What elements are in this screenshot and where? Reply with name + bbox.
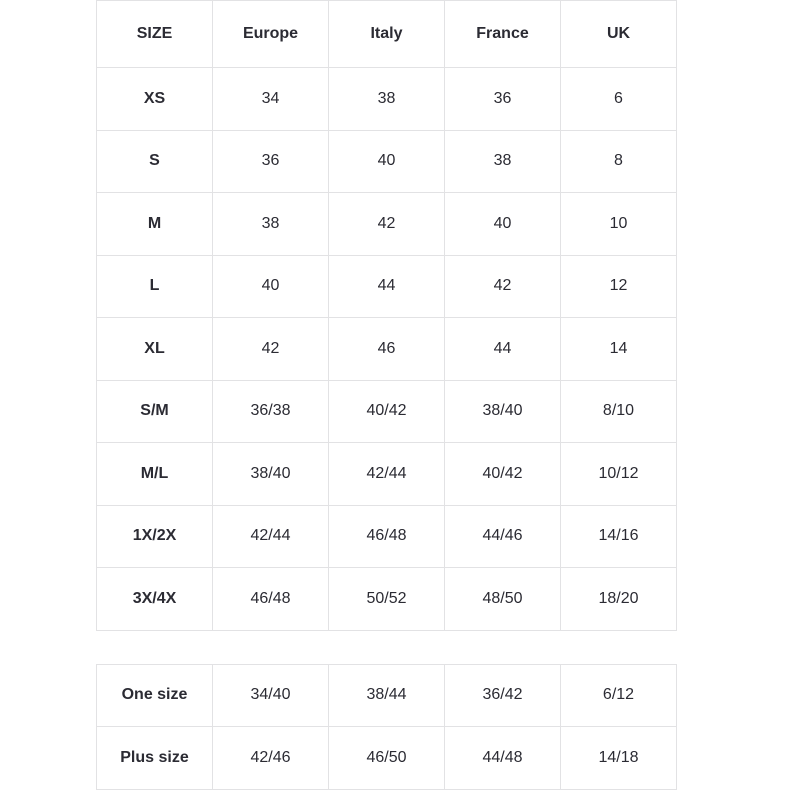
cell-uk: 14/16 bbox=[561, 505, 677, 568]
cell-italy: 42 bbox=[329, 193, 445, 256]
row-label: XL bbox=[97, 318, 213, 381]
cell-france: 44 bbox=[445, 318, 561, 381]
cell-europe: 40 bbox=[213, 255, 329, 318]
cell-italy: 50/52 bbox=[329, 568, 445, 631]
cell-france: 44/48 bbox=[445, 727, 561, 790]
cell-europe: 34/40 bbox=[213, 664, 329, 727]
cell-france: 40 bbox=[445, 193, 561, 256]
cell-europe: 38/40 bbox=[213, 443, 329, 506]
table-row bbox=[97, 505, 677, 568]
cell-france: 40/42 bbox=[445, 443, 561, 506]
cell-europe: 38 bbox=[213, 193, 329, 256]
table-row bbox=[97, 568, 677, 631]
cell-france: 48/50 bbox=[445, 568, 561, 631]
column-header-france: France bbox=[445, 1, 561, 68]
cell-uk: 6 bbox=[561, 68, 677, 131]
row-label: L bbox=[97, 255, 213, 318]
table-header bbox=[97, 1, 677, 68]
table-row bbox=[97, 68, 677, 131]
size-conversion-table bbox=[96, 0, 677, 631]
table-row bbox=[97, 318, 677, 381]
cell-france: 38/40 bbox=[445, 380, 561, 443]
cell-uk: 14 bbox=[561, 318, 677, 381]
cell-france: 36 bbox=[445, 68, 561, 131]
cell-italy: 44 bbox=[329, 255, 445, 318]
table-gap bbox=[0, 631, 800, 664]
row-label: M bbox=[97, 193, 213, 256]
cell-europe: 34 bbox=[213, 68, 329, 131]
row-label: 3X/4X bbox=[97, 568, 213, 631]
cell-italy: 46 bbox=[329, 318, 445, 381]
row-label: S/M bbox=[97, 380, 213, 443]
table-row bbox=[97, 380, 677, 443]
cell-italy: 46/50 bbox=[329, 727, 445, 790]
row-label: S bbox=[97, 130, 213, 193]
cell-france: 38 bbox=[445, 130, 561, 193]
cell-uk: 18/20 bbox=[561, 568, 677, 631]
table-row bbox=[97, 130, 677, 193]
column-header-size: SIZE bbox=[97, 1, 213, 68]
cell-uk: 8 bbox=[561, 130, 677, 193]
one-size-table bbox=[96, 664, 677, 790]
cell-uk: 14/18 bbox=[561, 727, 677, 790]
cell-uk: 8/10 bbox=[561, 380, 677, 443]
cell-italy: 42/44 bbox=[329, 443, 445, 506]
cell-italy: 46/48 bbox=[329, 505, 445, 568]
cell-italy: 38 bbox=[329, 68, 445, 131]
table-row bbox=[97, 727, 677, 790]
table-row bbox=[97, 193, 677, 256]
column-header-uk: UK bbox=[561, 1, 677, 68]
cell-europe: 42/46 bbox=[213, 727, 329, 790]
cell-italy: 38/44 bbox=[329, 664, 445, 727]
row-label: 1X/2X bbox=[97, 505, 213, 568]
column-header-italy: Italy bbox=[329, 1, 445, 68]
cell-europe: 36/38 bbox=[213, 380, 329, 443]
one-size-table-body bbox=[97, 664, 677, 789]
cell-europe: 46/48 bbox=[213, 568, 329, 631]
table-row bbox=[97, 255, 677, 318]
column-header-europe: Europe bbox=[213, 1, 329, 68]
cell-uk: 10 bbox=[561, 193, 677, 256]
cell-france: 36/42 bbox=[445, 664, 561, 727]
row-label: XS bbox=[97, 68, 213, 131]
table-row bbox=[97, 664, 677, 727]
cell-uk: 12 bbox=[561, 255, 677, 318]
cell-france: 42 bbox=[445, 255, 561, 318]
cell-europe: 42/44 bbox=[213, 505, 329, 568]
cell-uk: 10/12 bbox=[561, 443, 677, 506]
cell-europe: 42 bbox=[213, 318, 329, 381]
table-row bbox=[97, 443, 677, 506]
row-label: Plus size bbox=[97, 727, 213, 790]
row-label: M/L bbox=[97, 443, 213, 506]
cell-europe: 36 bbox=[213, 130, 329, 193]
row-label: One size bbox=[97, 664, 213, 727]
cell-italy: 40/42 bbox=[329, 380, 445, 443]
cell-france: 44/46 bbox=[445, 505, 561, 568]
table-header-row bbox=[97, 1, 677, 68]
cell-uk: 6/12 bbox=[561, 664, 677, 727]
table-body bbox=[97, 68, 677, 631]
cell-italy: 40 bbox=[329, 130, 445, 193]
